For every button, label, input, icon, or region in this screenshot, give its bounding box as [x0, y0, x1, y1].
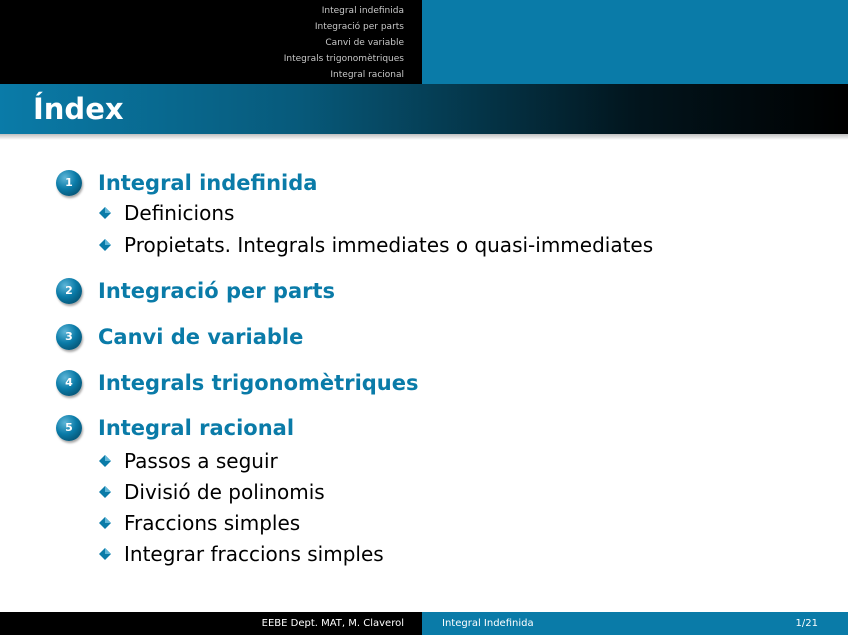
- section-title[interactable]: Canvi de variable: [98, 325, 304, 349]
- nav-item-integral-racional[interactable]: Integral racional: [330, 70, 404, 80]
- section-title[interactable]: Integració per parts: [98, 279, 336, 303]
- bullet-icon: [98, 454, 112, 468]
- section-number: 3: [65, 330, 73, 343]
- footer-right: [422, 612, 848, 635]
- subsection-label[interactable]: Passos a seguir: [124, 449, 278, 473]
- section-number-ball: [56, 415, 82, 441]
- section-number: 1: [65, 176, 73, 189]
- section-title[interactable]: Integral racional: [98, 416, 295, 440]
- section-title[interactable]: Integral indefinida: [98, 171, 318, 195]
- section-number: 2: [65, 284, 73, 297]
- section-number-ball: [56, 324, 82, 350]
- nav-item-integral-indefinida[interactable]: Integral indefinida: [321, 6, 404, 16]
- bullet-icon: [98, 516, 112, 530]
- bullet-icon: [98, 206, 112, 220]
- subsection-label[interactable]: Definicions: [124, 201, 235, 225]
- footer-author: EEBE Dept. MAT, M. Claverol: [261, 618, 404, 629]
- section-title[interactable]: Integrals trigonomètriques: [98, 371, 419, 395]
- section-number-ball: [56, 370, 82, 396]
- frame-title: Índex: [33, 92, 124, 126]
- footer-title: Integral Indefinida: [442, 618, 534, 629]
- nav-item-integracio-per-parts[interactable]: Integració per parts: [314, 22, 404, 32]
- footer-bar: [0, 612, 848, 635]
- bullet-icon: [98, 485, 112, 499]
- section-number-ball: [56, 278, 82, 304]
- nav-item-canvi-de-variable[interactable]: Canvi de variable: [325, 38, 404, 48]
- bullet-icon: [98, 238, 112, 252]
- subsection-label[interactable]: Integrar fraccions simples: [124, 542, 384, 566]
- footer-left: [0, 612, 422, 635]
- nav-item-integrals-trigonometriques[interactable]: Integrals trigonomètriques: [283, 54, 404, 64]
- bullet-icon: [98, 547, 112, 561]
- page-number: 1/21: [795, 618, 818, 629]
- subsection-label[interactable]: Fraccions simples: [124, 511, 301, 535]
- subsection-label[interactable]: Divisió de polinomis: [124, 480, 325, 504]
- section-number: 4: [65, 376, 73, 389]
- subsection-label[interactable]: Propietats. Integrals immediates o quasi-immediates: [124, 233, 654, 257]
- section-number-ball: [56, 170, 82, 196]
- section-number: 5: [65, 421, 73, 434]
